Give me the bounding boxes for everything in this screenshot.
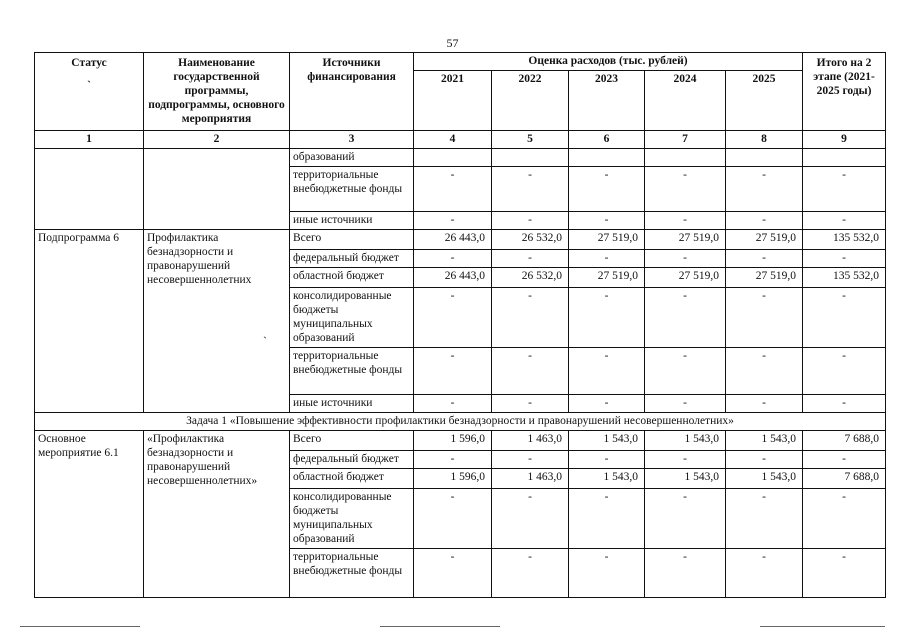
- total-value-cell: -: [803, 212, 886, 230]
- status-header: Статус ˎ: [35, 53, 144, 131]
- year-header: 2023: [569, 71, 645, 131]
- total-value-cell: -: [803, 395, 886, 413]
- value-cell: -: [645, 250, 726, 268]
- value-cell: 1 596,0: [414, 431, 492, 451]
- value-cell: -: [414, 395, 492, 413]
- value-cell: -: [414, 451, 492, 469]
- value-cell: 27 519,0: [569, 230, 645, 250]
- value-cell: -: [645, 549, 726, 598]
- total-value-cell: -: [803, 348, 886, 395]
- value-cell: 26 532,0: [492, 268, 569, 288]
- column-number: 3: [290, 131, 414, 149]
- value-cell: -: [726, 395, 803, 413]
- value-cell: -: [645, 395, 726, 413]
- value-cell: -: [645, 167, 726, 212]
- value-cell: -: [414, 348, 492, 395]
- value-cell: -: [726, 451, 803, 469]
- column-number: 1: [35, 131, 144, 149]
- value-cell: 1 543,0: [569, 469, 645, 489]
- total-value-cell: 135 532,0: [803, 230, 886, 250]
- value-cell: -: [492, 288, 569, 348]
- value-cell: -: [414, 250, 492, 268]
- value-cell: -: [414, 212, 492, 230]
- value-cell: -: [645, 489, 726, 549]
- value-cell: -: [645, 348, 726, 395]
- name-header: Наименование государственной программы, подпрограммы, основного мероприятия: [144, 53, 290, 131]
- value-cell: 27 519,0: [645, 268, 726, 288]
- value-cell: 26 532,0: [492, 230, 569, 250]
- value-cell: [492, 149, 569, 167]
- value-cell: 1 543,0: [726, 431, 803, 451]
- column-number-row: [35, 131, 886, 149]
- total-value-cell: 7 688,0: [803, 469, 886, 489]
- value-cell: -: [569, 348, 645, 395]
- page-number: 57: [446, 36, 459, 50]
- value-cell: -: [569, 212, 645, 230]
- source-cell: консолидированные бюджеты муниципальных образований: [290, 288, 414, 348]
- column-number: 7: [645, 131, 726, 149]
- sources-header: Источники финансирования: [290, 53, 414, 131]
- activity-name: [144, 431, 290, 598]
- value-cell: -: [726, 167, 803, 212]
- value-cell: -: [569, 395, 645, 413]
- bottom-edge-line: [380, 626, 500, 627]
- value-cell: -: [569, 288, 645, 348]
- total-value-cell: -: [803, 489, 886, 549]
- source-cell: территориальные внебюджетные фонды: [290, 167, 414, 212]
- source-cell: федеральный бюджет: [290, 451, 414, 469]
- value-cell: 1 543,0: [726, 469, 803, 489]
- table-row: [35, 431, 886, 451]
- column-number: 2: [144, 131, 290, 149]
- source-cell: территориальные внебюджетные фонды: [290, 549, 414, 598]
- header-row-1: [35, 53, 886, 71]
- value-cell: [726, 149, 803, 167]
- scan-mark: ˎ: [263, 327, 267, 339]
- value-cell: -: [645, 288, 726, 348]
- costs-header: Оценка расходов (тыс. рублей): [414, 53, 803, 71]
- value-cell: -: [726, 549, 803, 598]
- activity-status: Основное мероприятие 6.1: [35, 431, 144, 598]
- value-cell: -: [492, 489, 569, 549]
- status-cell: [35, 149, 144, 230]
- value-cell: -: [726, 212, 803, 230]
- value-cell: -: [492, 167, 569, 212]
- value-cell: -: [645, 212, 726, 230]
- value-cell: 1 543,0: [645, 431, 726, 451]
- value-cell: -: [414, 489, 492, 549]
- year-header: 2025: [726, 71, 803, 131]
- source-cell: территориальные внебюджетные фонды: [290, 348, 414, 395]
- total-value-cell: -: [803, 167, 886, 212]
- year-header: 2021: [414, 71, 492, 131]
- source-cell: иные источники: [290, 395, 414, 413]
- value-cell: [414, 149, 492, 167]
- bottom-edge-line: [760, 626, 885, 627]
- value-cell: -: [726, 250, 803, 268]
- value-cell: -: [726, 288, 803, 348]
- value-cell: 1 463,0: [492, 469, 569, 489]
- activity-name-text: «Профилактика безнадзорности и правонарушений несовершеннолетних»: [147, 433, 258, 487]
- column-number: 6: [569, 131, 645, 149]
- total-value-cell: -: [803, 451, 886, 469]
- total-value-cell: -: [803, 288, 886, 348]
- value-cell: [569, 149, 645, 167]
- source-cell: федеральный бюджет: [290, 250, 414, 268]
- subprogram-name: [144, 230, 290, 413]
- value-cell: 1 543,0: [645, 469, 726, 489]
- value-cell: -: [492, 451, 569, 469]
- column-number: 4: [414, 131, 492, 149]
- bottom-edge-line: [20, 626, 140, 627]
- source-cell: образований: [290, 149, 414, 167]
- task-title: Задача 1 «Повышение эффективности профилактики безнадзорности и правонарушений несовершеннолетних»: [35, 413, 886, 431]
- year-header: 2024: [645, 71, 726, 131]
- total-value-cell: [803, 149, 886, 167]
- source-cell: Всего: [290, 230, 414, 250]
- value-cell: 27 519,0: [645, 230, 726, 250]
- value-cell: -: [414, 167, 492, 212]
- value-cell: 1 543,0: [569, 431, 645, 451]
- value-cell: -: [492, 348, 569, 395]
- value-cell: -: [569, 451, 645, 469]
- budget-table: [34, 52, 886, 598]
- value-cell: -: [492, 212, 569, 230]
- source-cell: консолидированные бюджеты муниципальных образований: [290, 489, 414, 549]
- total-value-cell: 7 688,0: [803, 431, 886, 451]
- name-cell: [144, 149, 290, 230]
- column-number: 8: [726, 131, 803, 149]
- value-cell: -: [645, 451, 726, 469]
- value-cell: -: [569, 549, 645, 598]
- total-header: Итого на 2 этапе (2021-2025 годы): [803, 53, 886, 131]
- total-value-cell: -: [803, 549, 886, 598]
- value-cell: -: [414, 288, 492, 348]
- total-value-cell: -: [803, 250, 886, 268]
- value-cell: -: [492, 549, 569, 598]
- subprogram-name-text: Профилактика безнадзорности и правонарушений несовершеннолетних: [147, 232, 252, 286]
- value-cell: [645, 149, 726, 167]
- total-value-cell: 135 532,0: [803, 268, 886, 288]
- value-cell: -: [569, 167, 645, 212]
- value-cell: -: [492, 250, 569, 268]
- source-cell: областной бюджет: [290, 268, 414, 288]
- table-row: [35, 149, 886, 167]
- column-number: 9: [803, 131, 886, 149]
- value-cell: -: [492, 395, 569, 413]
- value-cell: 1 463,0: [492, 431, 569, 451]
- column-number: 5: [492, 131, 569, 149]
- subprogram-status: Подпрограмма 6: [35, 230, 144, 413]
- value-cell: 26 443,0: [414, 268, 492, 288]
- value-cell: 27 519,0: [726, 230, 803, 250]
- source-cell: областной бюджет: [290, 469, 414, 489]
- value-cell: 26 443,0: [414, 230, 492, 250]
- value-cell: -: [569, 489, 645, 549]
- value-cell: 27 519,0: [726, 268, 803, 288]
- value-cell: 27 519,0: [569, 268, 645, 288]
- source-cell: иные источники: [290, 212, 414, 230]
- task-row: [35, 413, 886, 431]
- value-cell: -: [569, 250, 645, 268]
- value-cell: 1 596,0: [414, 469, 492, 489]
- value-cell: -: [726, 348, 803, 395]
- value-cell: -: [414, 549, 492, 598]
- source-cell: Всего: [290, 431, 414, 451]
- value-cell: -: [726, 489, 803, 549]
- year-header: 2022: [492, 71, 569, 131]
- table-row: [35, 230, 886, 250]
